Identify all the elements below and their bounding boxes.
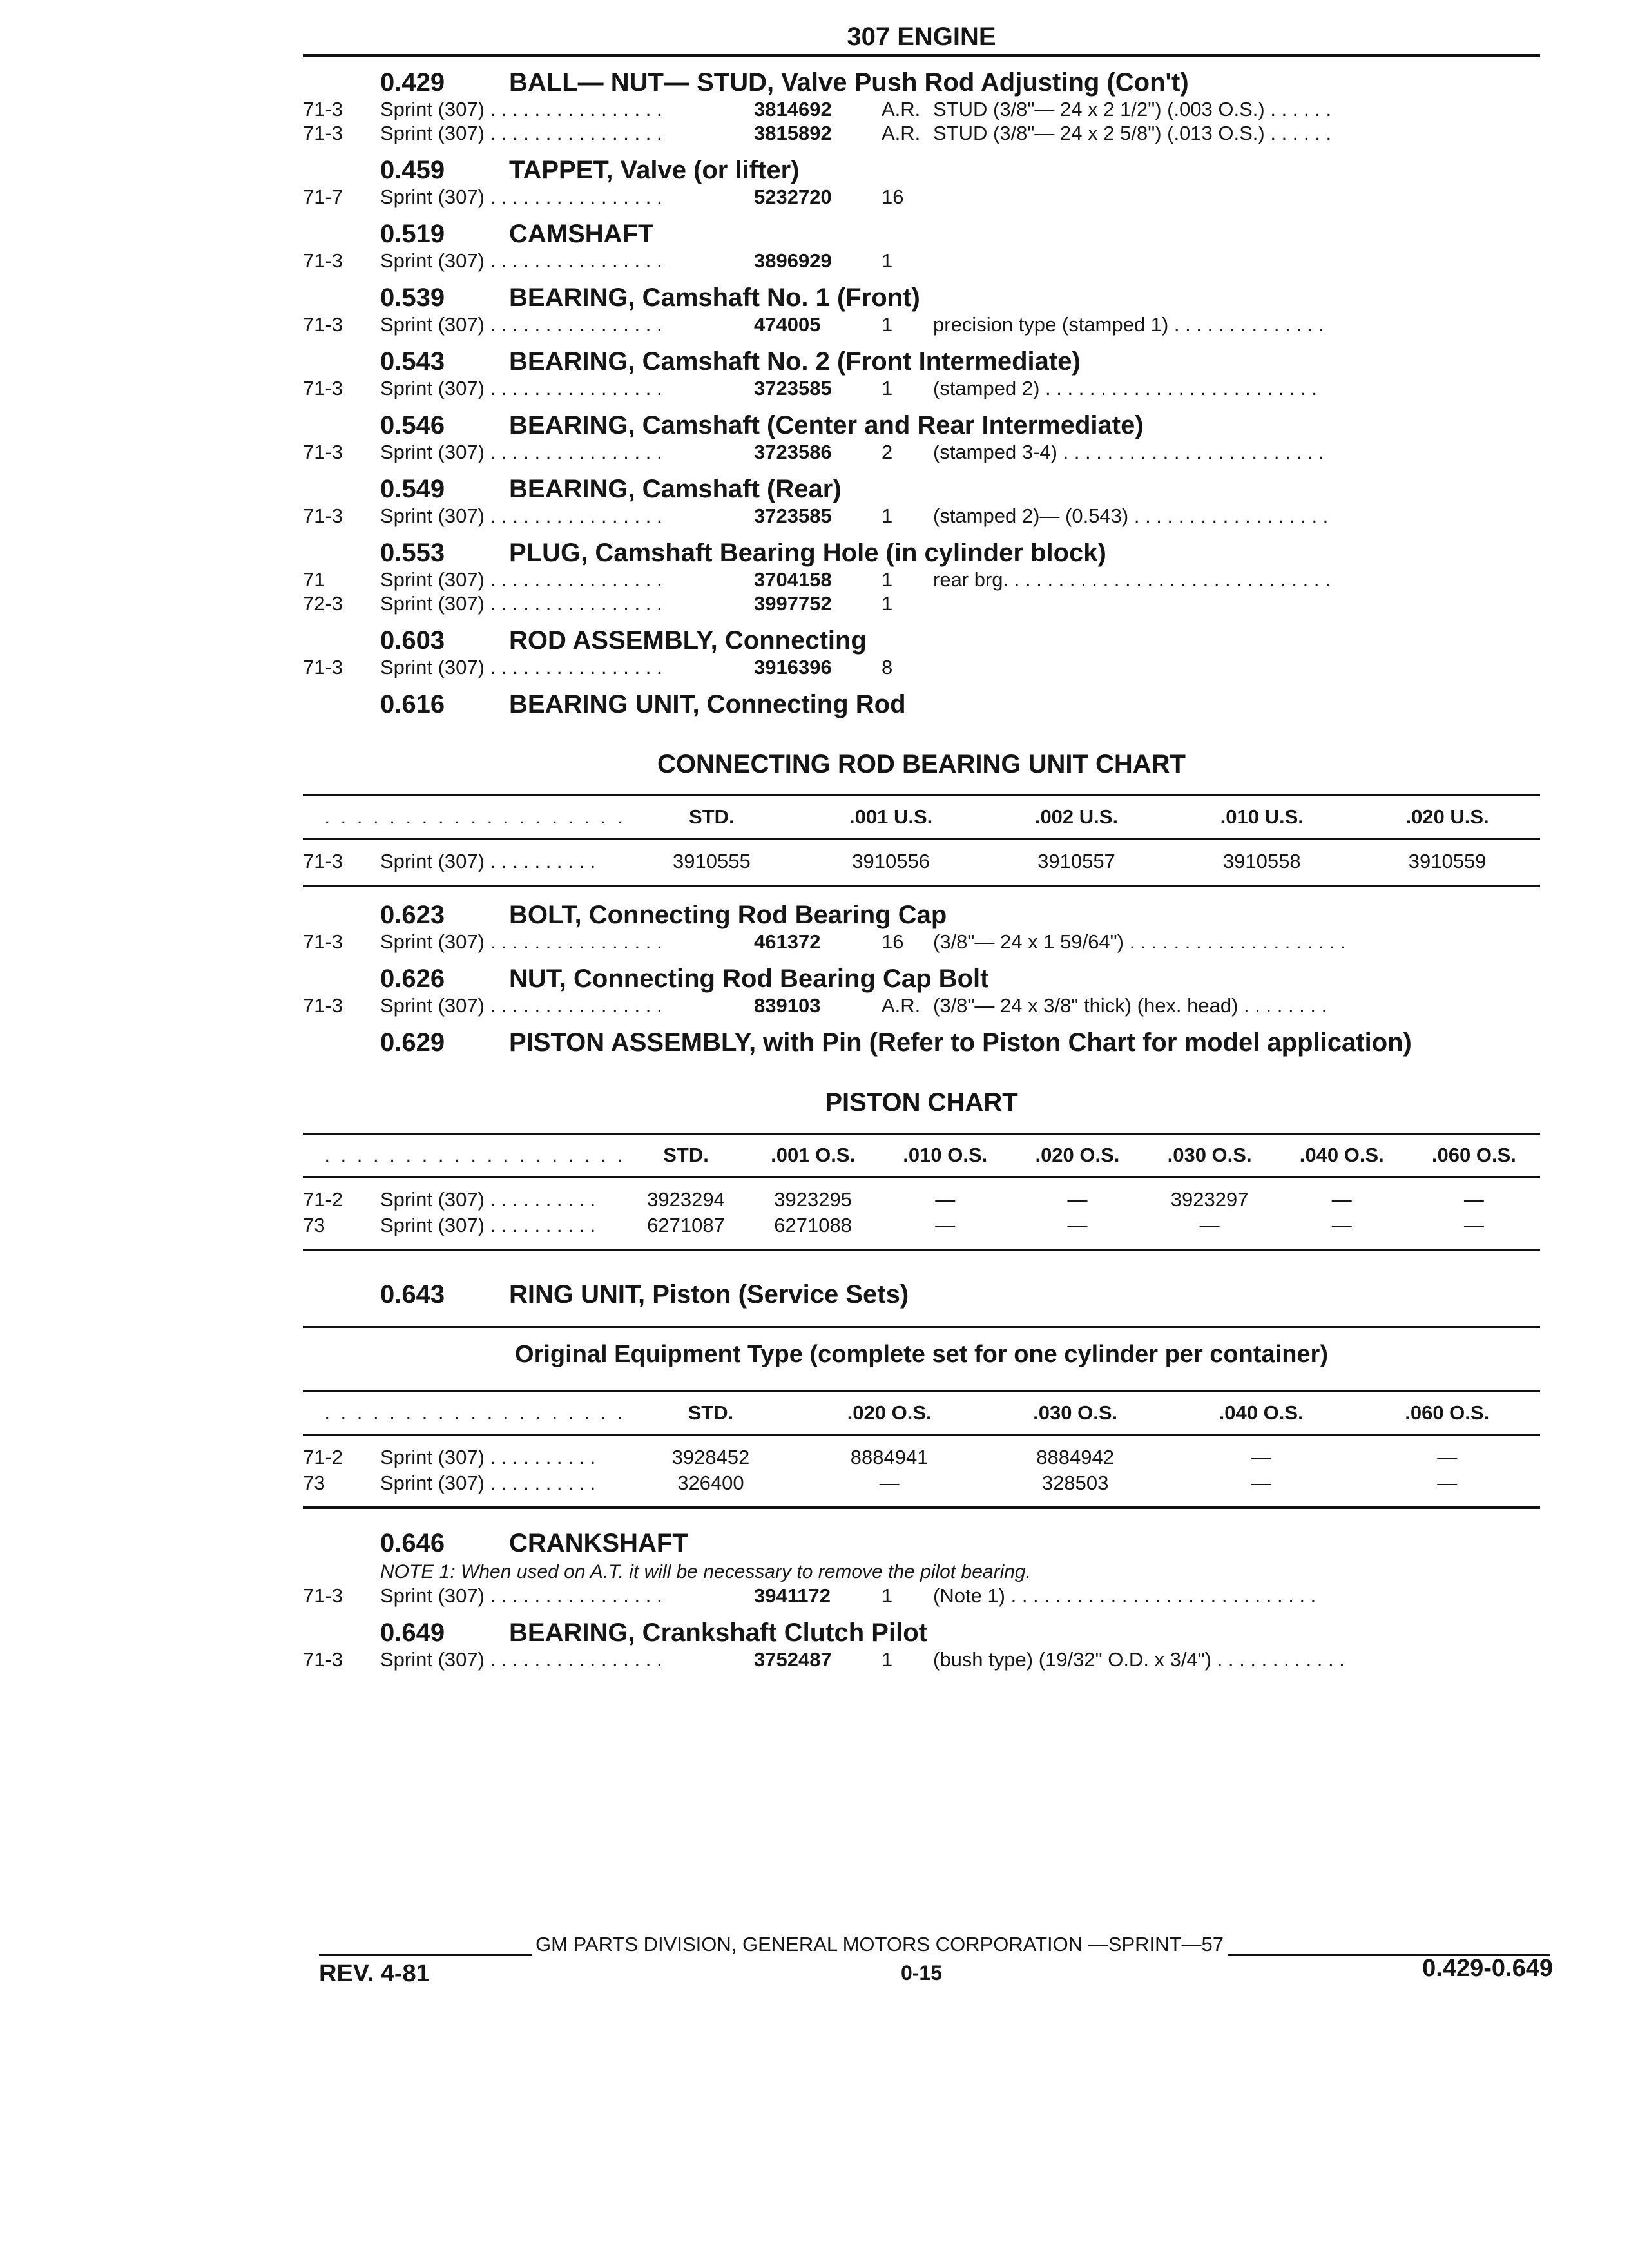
table-row [303, 1435, 1540, 1471]
model: Sprint (307) . . . . . . . . . . [380, 850, 596, 872]
section-title: NUT, Connecting Rod Bearing Cap Bolt [509, 965, 989, 993]
ref-number: 71-2 [303, 1188, 343, 1211]
column-header: .060 O.S. [1431, 1144, 1516, 1166]
table-cell: — [1067, 1214, 1088, 1236]
column-header: .020 O.S. [1035, 1144, 1120, 1166]
model: Sprint (307) . . . . . . . . . . . . . . . . [380, 441, 662, 463]
ref-number: 71-3 [303, 377, 343, 399]
part-row [303, 312, 1540, 336]
table-cell: — [1331, 1214, 1352, 1236]
rod-chart-title: CONNECTING ROD BEARING UNIT CHART [657, 750, 1186, 778]
part-row [303, 1648, 1540, 1671]
quantity: 1 [882, 249, 893, 272]
table-cell: — [1463, 1214, 1484, 1236]
section-title: CAMSHAFT [509, 220, 654, 248]
section-number: 0.623 [380, 901, 445, 929]
quantity: 1 [882, 568, 893, 591]
footer-rule-right [1228, 1935, 1550, 1956]
model: Sprint (307) . . . . . . . . . . . . . . . . [380, 249, 662, 272]
description: rear brg. . . . . . . . . . . . . . . . . . . . . . . . . . . . . . [933, 568, 1331, 591]
description: (bush type) (19/32" O.D. x 3/4") . . . . . . . . . . . . [933, 1648, 1345, 1671]
section-title: PISTON ASSEMBLY, with Pin (Refer to Piston Chart for model application) [509, 1028, 1412, 1057]
quantity: 1 [882, 313, 893, 336]
column-header: STD. [688, 1401, 734, 1424]
quantity: 16 [882, 186, 904, 208]
quantity: 2 [882, 441, 893, 463]
description: (Note 1) . . . . . . . . . . . . . . . . . . . . . . . . . . . . [933, 1584, 1316, 1607]
part-number: 3723586 [754, 441, 832, 463]
section-title: BEARING, Camshaft No. 2 (Front Intermediate) [509, 347, 1081, 376]
ref-number: 71-3 [303, 994, 343, 1017]
section-heading [380, 283, 1540, 312]
part-row [303, 504, 1540, 528]
ref-number: 71-3 [303, 1584, 343, 1607]
table-cell: 8884941 [850, 1446, 929, 1468]
part-row [303, 930, 1540, 954]
quantity: 1 [882, 1648, 893, 1671]
quantity: 1 [882, 377, 893, 399]
model: Sprint (307) . . . . . . . . . . . . . . . . [380, 186, 662, 208]
model: Sprint (307) . . . . . . . . . . . . . . . . [380, 1648, 662, 1671]
ref-number: 71-3 [303, 930, 343, 953]
section-heading [380, 964, 1540, 994]
ref-number: 72-3 [303, 592, 343, 615]
table-cell: 328503 [1041, 1472, 1109, 1494]
column-header: .020 U.S. [1405, 805, 1489, 828]
table-cell: 3910556 [852, 850, 930, 872]
description: (stamped 2)— (0.543) . . . . . . . . . . . . . . . . . . [933, 505, 1329, 527]
sections-group-2 [303, 900, 1540, 1057]
ref-number: 71-3 [303, 249, 343, 272]
model: Sprint (307) . . . . . . . . . . . . . . . . [380, 98, 662, 120]
table-cell: 6271087 [647, 1214, 725, 1236]
section-range: 0.429-0.649 [1422, 1955, 1553, 1982]
column-header: STD. [663, 1144, 709, 1166]
section-number: 0.646 [380, 1529, 445, 1557]
column-header: .020 O.S. [847, 1401, 932, 1424]
table-cell: — [1067, 1188, 1088, 1211]
ref-number: 71 [303, 568, 325, 591]
quantity: A.R. [882, 122, 921, 144]
description: STUD (3/8"— 24 x 2 5/8") (.013 O.S.) . . . . . . [933, 122, 1332, 144]
sections-group-1 [303, 68, 1540, 719]
section-number: 0.629 [380, 1028, 445, 1057]
description: (stamped 2) . . . . . . . . . . . . . . . . . . . . . . . . . [933, 377, 1318, 399]
column-header: .010 O.S. [903, 1144, 988, 1166]
part-number: 5232720 [754, 186, 832, 208]
piston-chart-title: PISTON CHART [825, 1088, 1018, 1117]
model: Sprint (307) . . . . . . . . . . [380, 1214, 596, 1236]
description: (3/8"— 24 x 3/8" thick) (hex. head) . . . . . . . . [933, 994, 1327, 1017]
column-header: .010 U.S. [1220, 805, 1304, 828]
section-title: TAPPET, Valve (or lifter) [509, 156, 800, 184]
table-cell: 3910558 [1222, 850, 1301, 872]
section-number: 0.626 [380, 965, 445, 993]
table-cell: — [1463, 1188, 1484, 1211]
section-number: 0.429 [380, 68, 445, 97]
description: (stamped 3-4) . . . . . . . . . . . . . . . . . . . . . . . . [933, 441, 1324, 463]
quantity: 16 [882, 930, 904, 953]
leader-dots: . . . . . . . . . . . . . . . . . . . [324, 1401, 625, 1424]
ref-number: 73 [303, 1214, 325, 1236]
section-heading [380, 474, 1540, 504]
table-cell: — [1251, 1472, 1271, 1494]
part-row [303, 249, 1540, 273]
table-cell: — [1199, 1214, 1220, 1236]
model: Sprint (307) . . . . . . . . . . . . . . . . [380, 377, 662, 399]
column-header: .040 O.S. [1299, 1144, 1384, 1166]
part-number: 3752487 [754, 1648, 832, 1671]
description: (3/8"— 24 x 1 59/64") . . . . . . . . . . . . . . . . . . . . [933, 930, 1346, 953]
model: Sprint (307) . . . . . . . . . . . . . . . . [380, 313, 662, 336]
table-cell: 326400 [677, 1472, 744, 1494]
section-number: 0.553 [380, 539, 445, 567]
section-title: PLUG, Camshaft Bearing Hole (in cylinder block) [509, 539, 1106, 567]
ref-number: 71-2 [303, 1446, 343, 1468]
section-title: BEARING, Camshaft No. 1 (Front) [509, 284, 920, 312]
section-title: CRANKSHAFT [509, 1529, 688, 1557]
quantity: 8 [882, 656, 893, 678]
part-row [303, 994, 1540, 1017]
part-number: 3815892 [754, 122, 832, 144]
leader-dots: . . . . . . . . . . . . . . . . . . . [324, 805, 625, 828]
section-heading [380, 347, 1540, 376]
section-title: BEARING, Camshaft (Rear) [509, 475, 842, 503]
leader-dots: . . . . . . . . . . . . . . . . . . . [324, 1144, 625, 1166]
section-number: 0.539 [380, 284, 445, 312]
table-cell: — [1437, 1446, 1458, 1468]
ref-number: 71-3 [303, 98, 343, 120]
part-row [303, 97, 1540, 121]
table-row [303, 1177, 1540, 1213]
part-number: 474005 [754, 313, 821, 336]
section-number: 0.649 [380, 1619, 445, 1647]
part-row [303, 655, 1540, 679]
section-title: BALL— NUT— STUD, Valve Push Rod Adjusting (Con't) [509, 68, 1189, 97]
section-heading [380, 68, 1540, 97]
column-header: .001 O.S. [771, 1144, 856, 1166]
section-heading [380, 1528, 1540, 1558]
table-cell: 3928452 [671, 1446, 750, 1468]
section-number: 0.459 [380, 156, 445, 184]
footer-rule-left [319, 1935, 532, 1956]
section-title: BOLT, Connecting Rod Bearing Cap [509, 901, 947, 929]
table-cell: — [1251, 1446, 1271, 1468]
ref-number: 71-3 [303, 313, 343, 336]
section-heading [380, 219, 1540, 249]
column-header: .040 O.S. [1219, 1401, 1304, 1424]
section-heading [380, 155, 1540, 185]
table-cell: 3910557 [1037, 850, 1115, 872]
part-row [303, 591, 1540, 615]
section-number: 0.519 [380, 220, 445, 248]
part-row [303, 376, 1540, 400]
section-number: 0.546 [380, 411, 445, 439]
quantity: 1 [882, 592, 893, 615]
section-heading [380, 900, 1540, 930]
section-heading [380, 1618, 1540, 1648]
column-header: .030 O.S. [1167, 1144, 1252, 1166]
table-cell: 3923295 [774, 1188, 852, 1211]
part-row [303, 1584, 1540, 1608]
part-number: 3916396 [754, 656, 832, 678]
table-cell: 3910559 [1408, 850, 1487, 872]
ref-number: 71-3 [303, 850, 343, 872]
model: Sprint (307) . . . . . . . . . . . . . . . . [380, 592, 662, 615]
section-number: 0.603 [380, 626, 445, 655]
table-cell: 6271088 [774, 1214, 852, 1236]
rod-bearing-chart [303, 794, 1540, 890]
ref-number: 73 [303, 1472, 325, 1494]
model: Sprint (307) . . . . . . . . . . . . . . . . [380, 568, 662, 591]
section-title: BEARING, Camshaft (Center and Rear Intermediate) [509, 411, 1144, 439]
part-number: 461372 [754, 930, 821, 953]
description: STUD (3/8"— 24 x 2 1/2") (.003 O.S.) . . . . . . [933, 98, 1332, 120]
page-number: 0-15 [900, 1961, 943, 1984]
header-rule [303, 54, 1540, 57]
section-heading [380, 538, 1540, 568]
table-cell: 3910555 [673, 850, 751, 872]
quantity: 1 [882, 505, 893, 527]
part-row [303, 185, 1540, 209]
section-number: 0.643 [380, 1280, 445, 1309]
section-number: 0.616 [380, 690, 445, 718]
part-row [303, 568, 1540, 591]
section-title: BEARING, Crankshaft Clutch Pilot [509, 1619, 927, 1647]
model: Sprint (307) . . . . . . . . . . . . . . . . [380, 656, 662, 678]
table-cell: 3923297 [1170, 1188, 1249, 1211]
section-title: BEARING UNIT, Connecting Rod [509, 690, 906, 718]
part-number: 3704158 [754, 568, 832, 591]
section-title: RING UNIT, Piston (Service Sets) [509, 1280, 909, 1309]
section-heading [380, 689, 1540, 719]
ref-number: 71-3 [303, 122, 343, 144]
crankshaft-note: NOTE 1: When used on A.T. it will be necessary to remove the pilot bearing. [380, 1561, 1031, 1582]
catalog-page [303, 19, 1540, 1671]
section-heading [380, 1280, 1540, 1309]
section-number: 0.549 [380, 475, 445, 503]
section-title: ROD ASSEMBLY, Connecting [509, 626, 867, 655]
page-title: 307 ENGINE [847, 23, 996, 51]
model: Sprint (307) . . . . . . . . . . . . . . . . [380, 122, 662, 144]
table-cell: — [1437, 1472, 1458, 1494]
ref-number: 71-3 [303, 1648, 343, 1671]
footer-corporation: GM PARTS DIVISION, GENERAL MOTORS CORPORATION —SPRINT—57 [535, 1933, 1224, 1956]
column-header: .030 O.S. [1033, 1401, 1118, 1424]
quantity: 1 [882, 1584, 893, 1607]
part-row [303, 121, 1540, 145]
ref-number: 71-3 [303, 656, 343, 678]
table-row [303, 839, 1540, 887]
part-row [303, 440, 1540, 464]
quantity: A.R. [882, 994, 921, 1017]
model: Sprint (307) . . . . . . . . . . . . . . . . [380, 505, 662, 527]
part-number: 3814692 [754, 98, 832, 120]
table-cell: 3923294 [647, 1188, 725, 1211]
ring-oe-chart [303, 1390, 1540, 1512]
section-heading [380, 1028, 1540, 1057]
table-cell: — [879, 1472, 900, 1494]
table-cell: — [935, 1214, 956, 1236]
column-header: .060 O.S. [1405, 1401, 1490, 1424]
model: Sprint (307) . . . . . . . . . . [380, 1472, 596, 1494]
model: Sprint (307) . . . . . . . . . . . . . . . . [380, 994, 662, 1017]
ref-number: 71-3 [303, 441, 343, 463]
part-number: 3941172 [754, 1584, 831, 1607]
ref-number: 71-3 [303, 505, 343, 527]
table-cell: — [1331, 1188, 1352, 1211]
table-cell: — [935, 1188, 956, 1211]
part-number: 3896929 [754, 249, 832, 272]
oe-chart-title: Original Equipment Type (complete set for one cylinder per container) [303, 1326, 1540, 1390]
revision-date: REV. 4-81 [319, 1960, 430, 1987]
table-row [303, 1213, 1540, 1250]
section-heading [380, 410, 1540, 440]
part-number: 3997752 [754, 592, 832, 615]
model: Sprint (307) . . . . . . . . . . [380, 1188, 596, 1211]
part-number: 839103 [754, 994, 821, 1017]
section-number: 0.543 [380, 347, 445, 376]
ref-number: 71-7 [303, 186, 343, 208]
model: Sprint (307) . . . . . . . . . . [380, 1446, 596, 1468]
column-header: STD. [689, 805, 735, 828]
part-number: 3723585 [754, 505, 832, 527]
column-header: .001 U.S. [849, 805, 933, 828]
column-header: .002 U.S. [1034, 805, 1119, 828]
table-row [303, 1470, 1540, 1508]
quantity: A.R. [882, 98, 921, 120]
model: Sprint (307) . . . . . . . . . . . . . . . . [380, 1584, 662, 1607]
model: Sprint (307) . . . . . . . . . . . . . . . . [380, 930, 662, 953]
section-heading [380, 626, 1540, 655]
part-number: 3723585 [754, 377, 832, 399]
table-cell: 8884942 [1036, 1446, 1114, 1468]
piston-chart [303, 1133, 1540, 1254]
description: precision type (stamped 1) . . . . . . . . . . . . . . [933, 313, 1324, 336]
